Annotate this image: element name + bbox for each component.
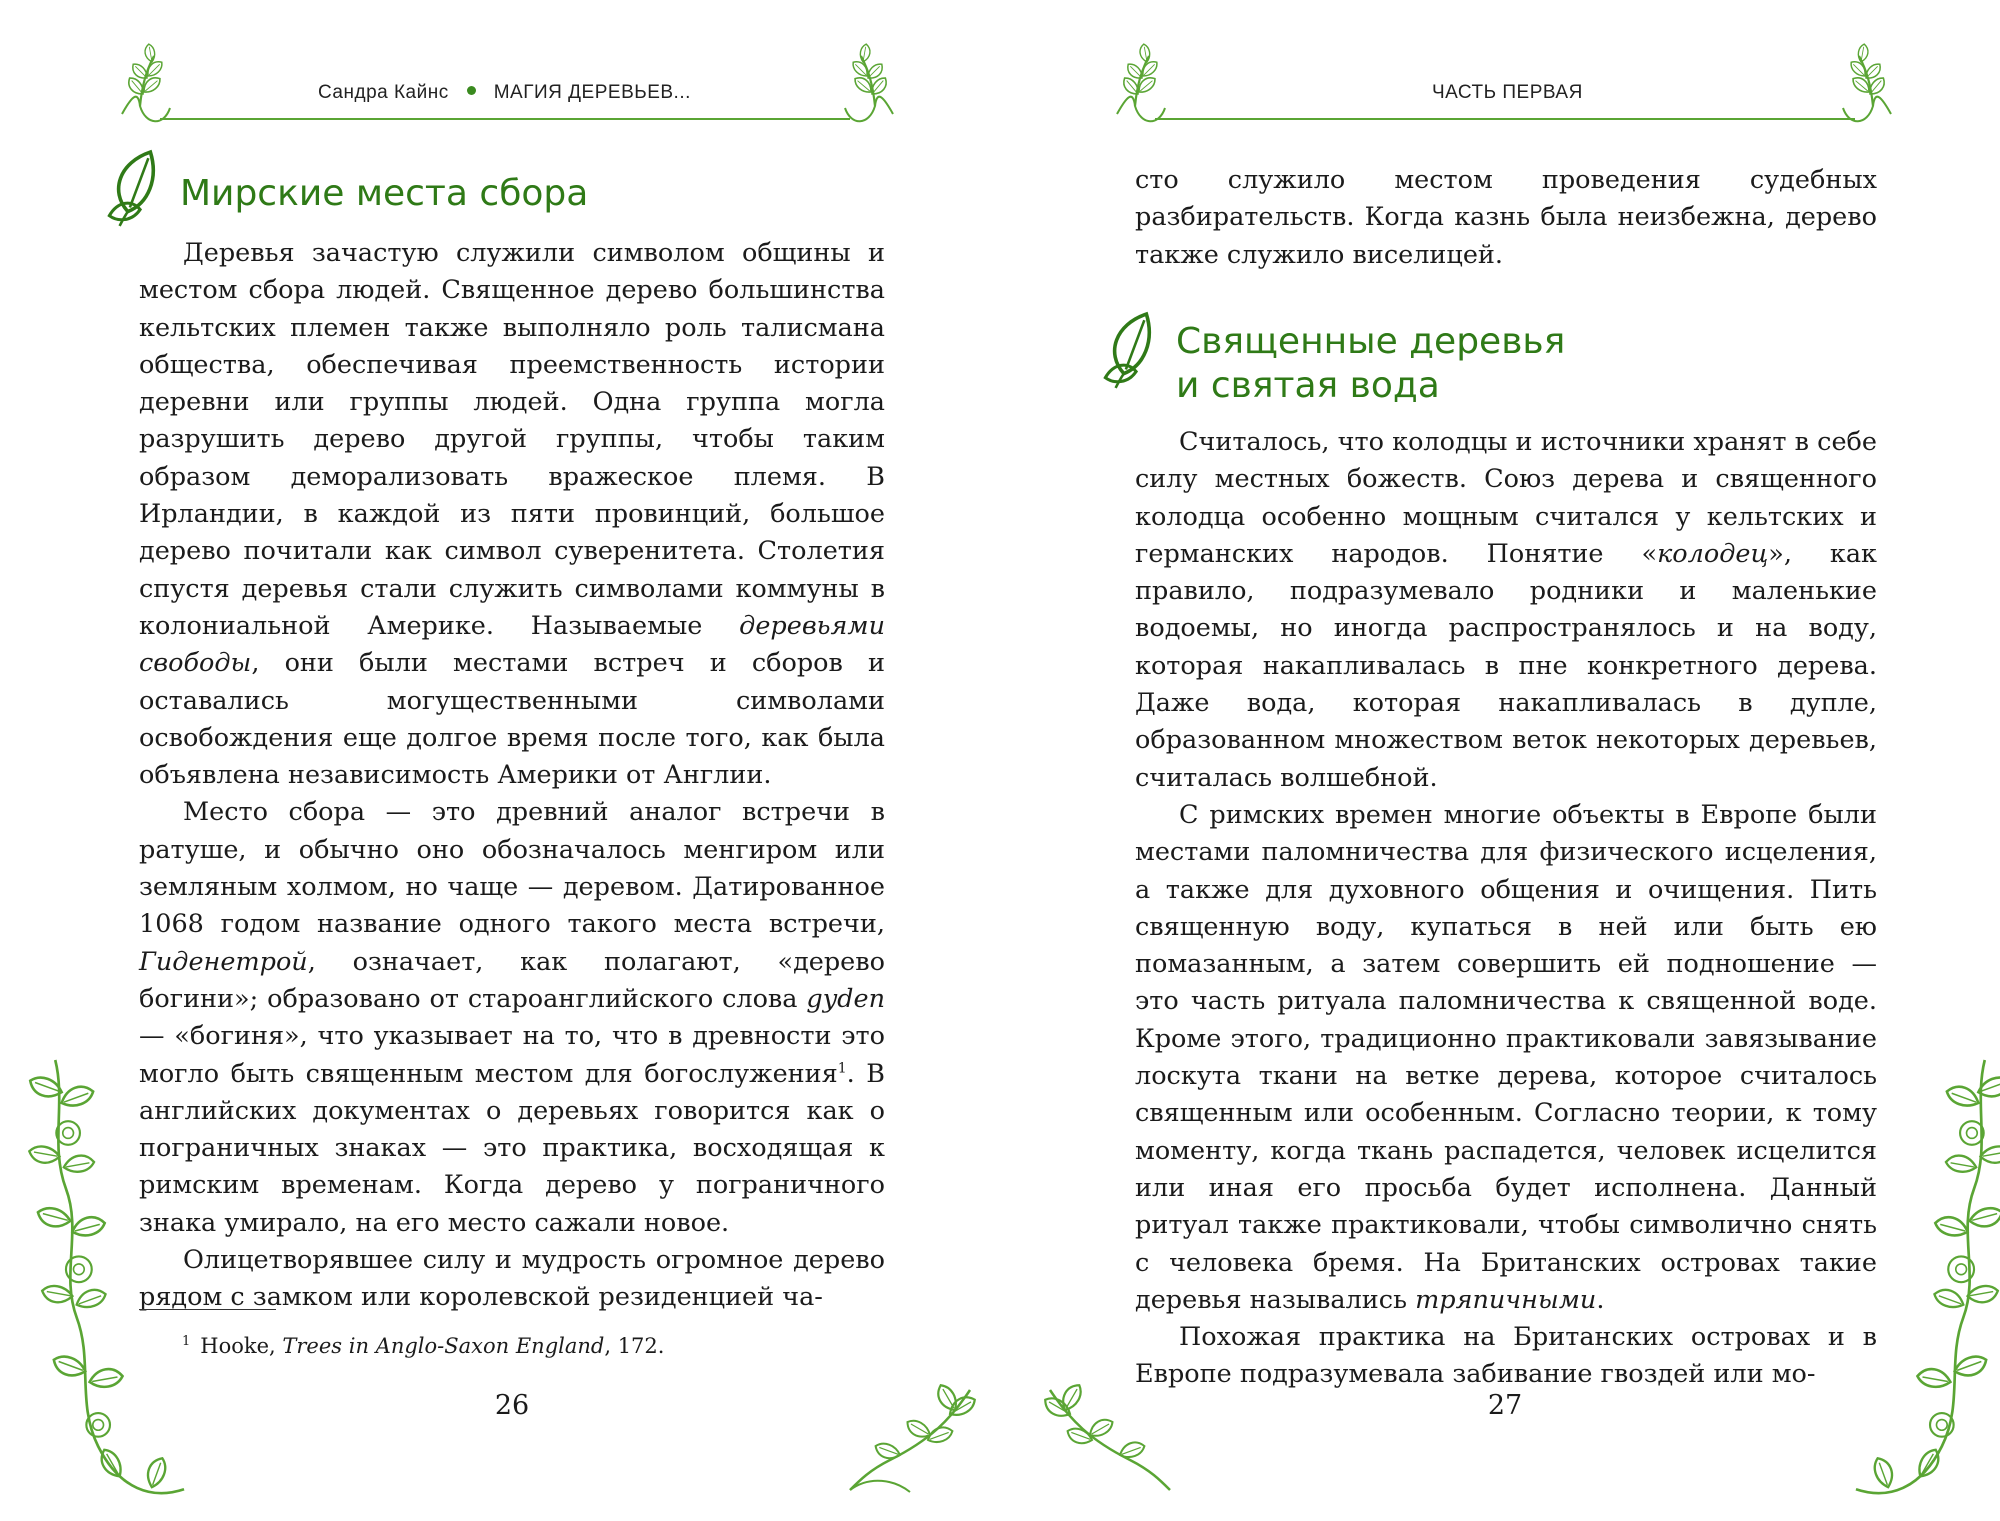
section-heading (1176, 320, 1565, 408)
leaf-sprig-icon (135, 56, 205, 126)
leaf-heading-icon (1100, 312, 1162, 390)
italic-term: Гиденетрой (139, 946, 308, 977)
paragraph: Место сбора — это древний аналог встречи в ратуше, и обычно оно обозначалось менгиром или земляным холмом, но чаще — деревом. Датированное 1068 годом название одного такого места встречи, Гиденетрой, означает, как полагают, «дерево богини»; образовано от староанглийского слова gyden — «богиня», что указывает на то, что в древности это могло быть священным местом для богослужения$^1$. В английских документах о деревьях говорится как о пограничных знаках — это практика, восходящая к римским временам. Когда дерево у пограничного знака умирало, на его место сажали новое. (139, 797, 885, 1238)
vine-corner-ornament (40, 1060, 210, 1500)
bullet-icon (467, 86, 476, 95)
leaf-heading-icon (104, 150, 166, 228)
section-heading-line: и святая вода (1176, 365, 1440, 406)
running-head: ЧАСТЬ ПЕРВАЯ (1432, 82, 1583, 103)
leaf-sprig-icon (830, 56, 900, 126)
italic-term: колодец (1657, 538, 1769, 569)
paragraph: Деревья зачастую служили символом общины и местом сбора людей. Священное дерево большинства кельтских племен также выполняло роль талисмана общества, обеспечивая преемственность истории деревни или группы людей. Одна группа могла разрушить дерево другой группы, чтобы таким образом деморализовать вражеское племя. В Ирландии, в каждой из пяти провинций, большое дерево почитали как символ суверенитета. Столетия спустя деревья стали служить символами коммуны в колониальной Америке. Называемые деревьями свободы, они были местами встреч и сборов и оставались могущественными символами освобождения еще долгое время после того, как была объявлена независимость Америки от Англии. (139, 238, 885, 791)
paragraph: Олицетворявшее силу и мудрость огромное дерево рядом с замком или королевской резиденцией ча- (139, 1245, 885, 1313)
running-head-title: МАГИЯ ДЕРЕВЬЕВ... (493, 82, 691, 103)
page-number: 26 (494, 1390, 530, 1421)
leaf-sprig-icon (1130, 56, 1200, 126)
page-number: 27 (1487, 1390, 1523, 1421)
vine-corner-ornament (1040, 1380, 1170, 1500)
paragraph: сто служило местом проведения судебных разбирательств. Когда казнь была неизбежна, дерево также служило виселицей. (1135, 165, 1877, 270)
italic-term: деревьями свободы (139, 610, 885, 679)
section-heading-line: Священные деревья (1176, 321, 1566, 362)
section-heading: Мирские места сбора (180, 173, 589, 214)
running-head-author: Сандра Кайнс (318, 82, 449, 103)
vine-corner-ornament (850, 1380, 980, 1500)
footnote: $^1$ Hooke, Trees in Anglo-Saxon England, 172. (182, 1334, 665, 1358)
running-head (318, 82, 691, 104)
footnote-mark: 1 (182, 1334, 191, 1349)
continuation-text (1135, 162, 1877, 274)
body-text (1135, 424, 1877, 1394)
body-text (139, 235, 885, 1317)
vine-corner-ornament (1830, 1060, 2000, 1500)
paragraph: Похожая практика на Британских островах и в Европе подразумевала забивание гвоздей или мо- (1135, 1322, 1877, 1390)
paragraph: С римских времен многие объекты в Европе были местами паломничества для физического исцеления, а также для духовного общения и очищения. Пить священную воду, купаться в ней или быть ею помазанным, а затем совершить ей подношение — это часть ритуала паломничества к священной воде. Кроме этого, традиционно практиковали завязывание лоскута ткани на ветке дерева, которое считалось священным или особенным. Согласно теории, к тому моменту, когда ткань распадется, человек исцелится или иная его просьба будет исполнена. Данный ритуал также практиковали, чтобы символично снять с человека бремя. На Британских островах такие деревья назывались тряпичными. (1135, 799, 1877, 1315)
running-head-rule (1155, 118, 1855, 120)
paragraph: Считалось, что колодцы и источники хранят в себе силу местных божеств. Союз дерева и священного колодца особенно мощным считался у кельтских и германских народов. Понятие «колодец», как правило, подразумевало родники и маленькие водоемы, но иногда распространялось и на воду, которая накапливалась в пне конкретного дерева. Даже вода, которая накапливалась в дупле, образованном множеством веток некоторых деревьев, считалась волшебной. (1135, 427, 1877, 793)
leaf-sprig-icon (1828, 56, 1898, 126)
footnote-reference[interactable]: 1 (837, 1060, 847, 1077)
italic-term: gyden (806, 983, 885, 1014)
italic-term: тряпичными (1415, 1284, 1597, 1315)
right-page (1000, 0, 2000, 1521)
running-head-rule (160, 118, 850, 120)
